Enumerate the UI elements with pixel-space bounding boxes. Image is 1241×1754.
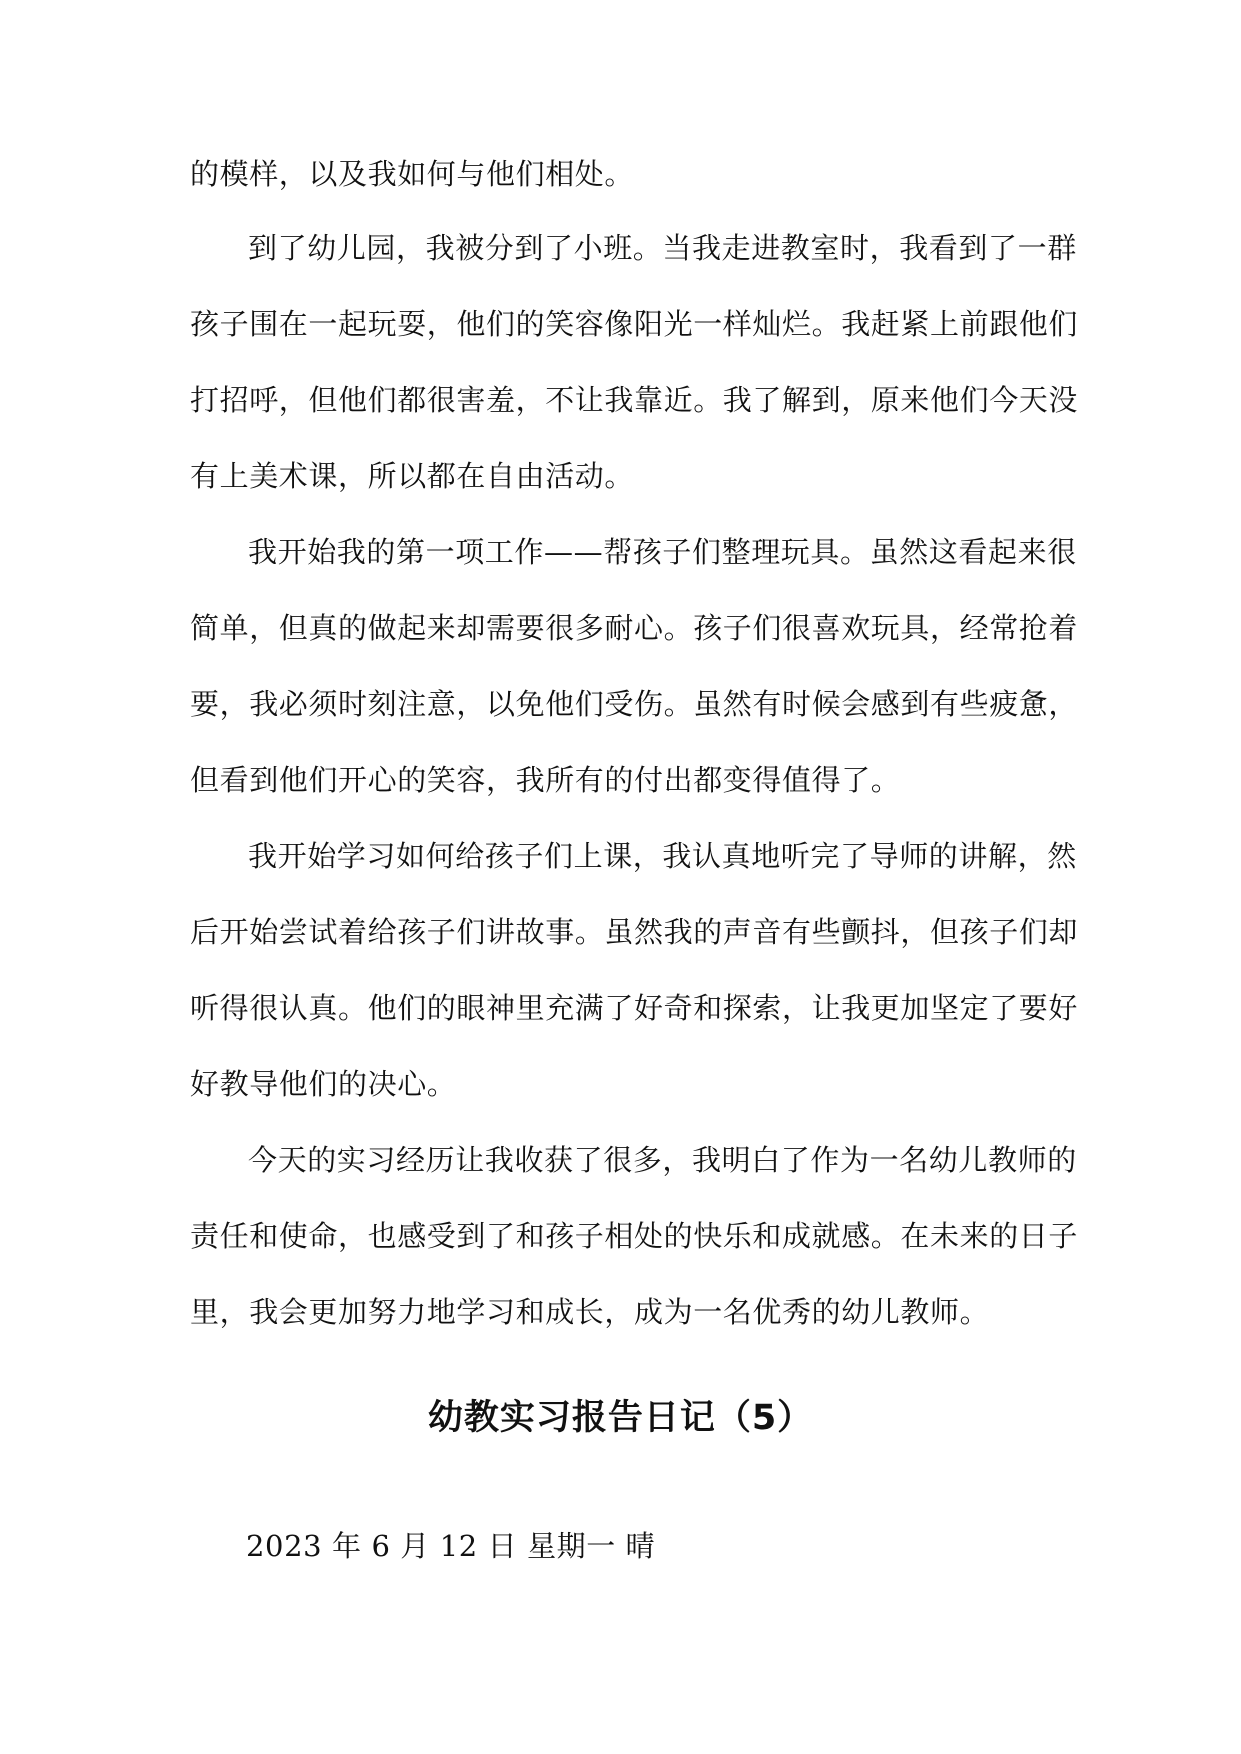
body-line: 打招呼，但他们都很害羞，不让我靠近。我了解到，原来他们今天没 [190,383,1079,417]
body-line: 孩子围在一起玩耍，他们的笑容像阳光一样灿烂。我赶紧上前跟他们 [190,307,1079,341]
body-line: 我开始我的第一项工作——帮孩子们整理玩具。虽然这看起来很 [248,535,1077,569]
body-line: 责任和使命，也感受到了和孩子相处的快乐和成就感。在未来的日子 [190,1219,1079,1253]
date-line: 2023 年 6 月 12 日 星期一 晴 [246,1529,656,1563]
body-line: 里，我会更加努力地学习和成长，成为一名优秀的幼儿教师。 [190,1295,990,1329]
body-line: 简单，但真的做起来却需要很多耐心。孩子们很喜欢玩具，经常抢着 [190,611,1079,645]
body-line: 但看到他们开心的笑容，我所有的付出都变得值得了。 [190,763,901,797]
body-line: 我开始学习如何给孩子们上课，我认真地听完了导师的讲解，然 [248,839,1077,873]
section-title: 幼教实习报告日记（5） [427,1398,814,1438]
body-line: 到了幼儿园，我被分到了小班。当我走进教室时，我看到了一群 [248,231,1077,265]
body-line: 听得很认真。他们的眼神里充满了好奇和探索，让我更加坚定了要好 [190,991,1079,1025]
body-line: 后开始尝试着给孩子们讲故事。虽然我的声音有些颤抖，但孩子们却 [190,915,1079,949]
body-line: 的模样，以及我如何与他们相处。 [190,157,635,191]
body-line: 今天的实习经历让我收获了很多，我明白了作为一名幼儿教师的 [248,1143,1077,1177]
body-line: 有上美术课，所以都在自由活动。 [190,459,635,493]
body-line: 好教导他们的决心。 [190,1067,457,1101]
body-line: 要，我必须时刻注意，以免他们受伤。虽然有时候会感到有些疲惫， [190,687,1079,721]
